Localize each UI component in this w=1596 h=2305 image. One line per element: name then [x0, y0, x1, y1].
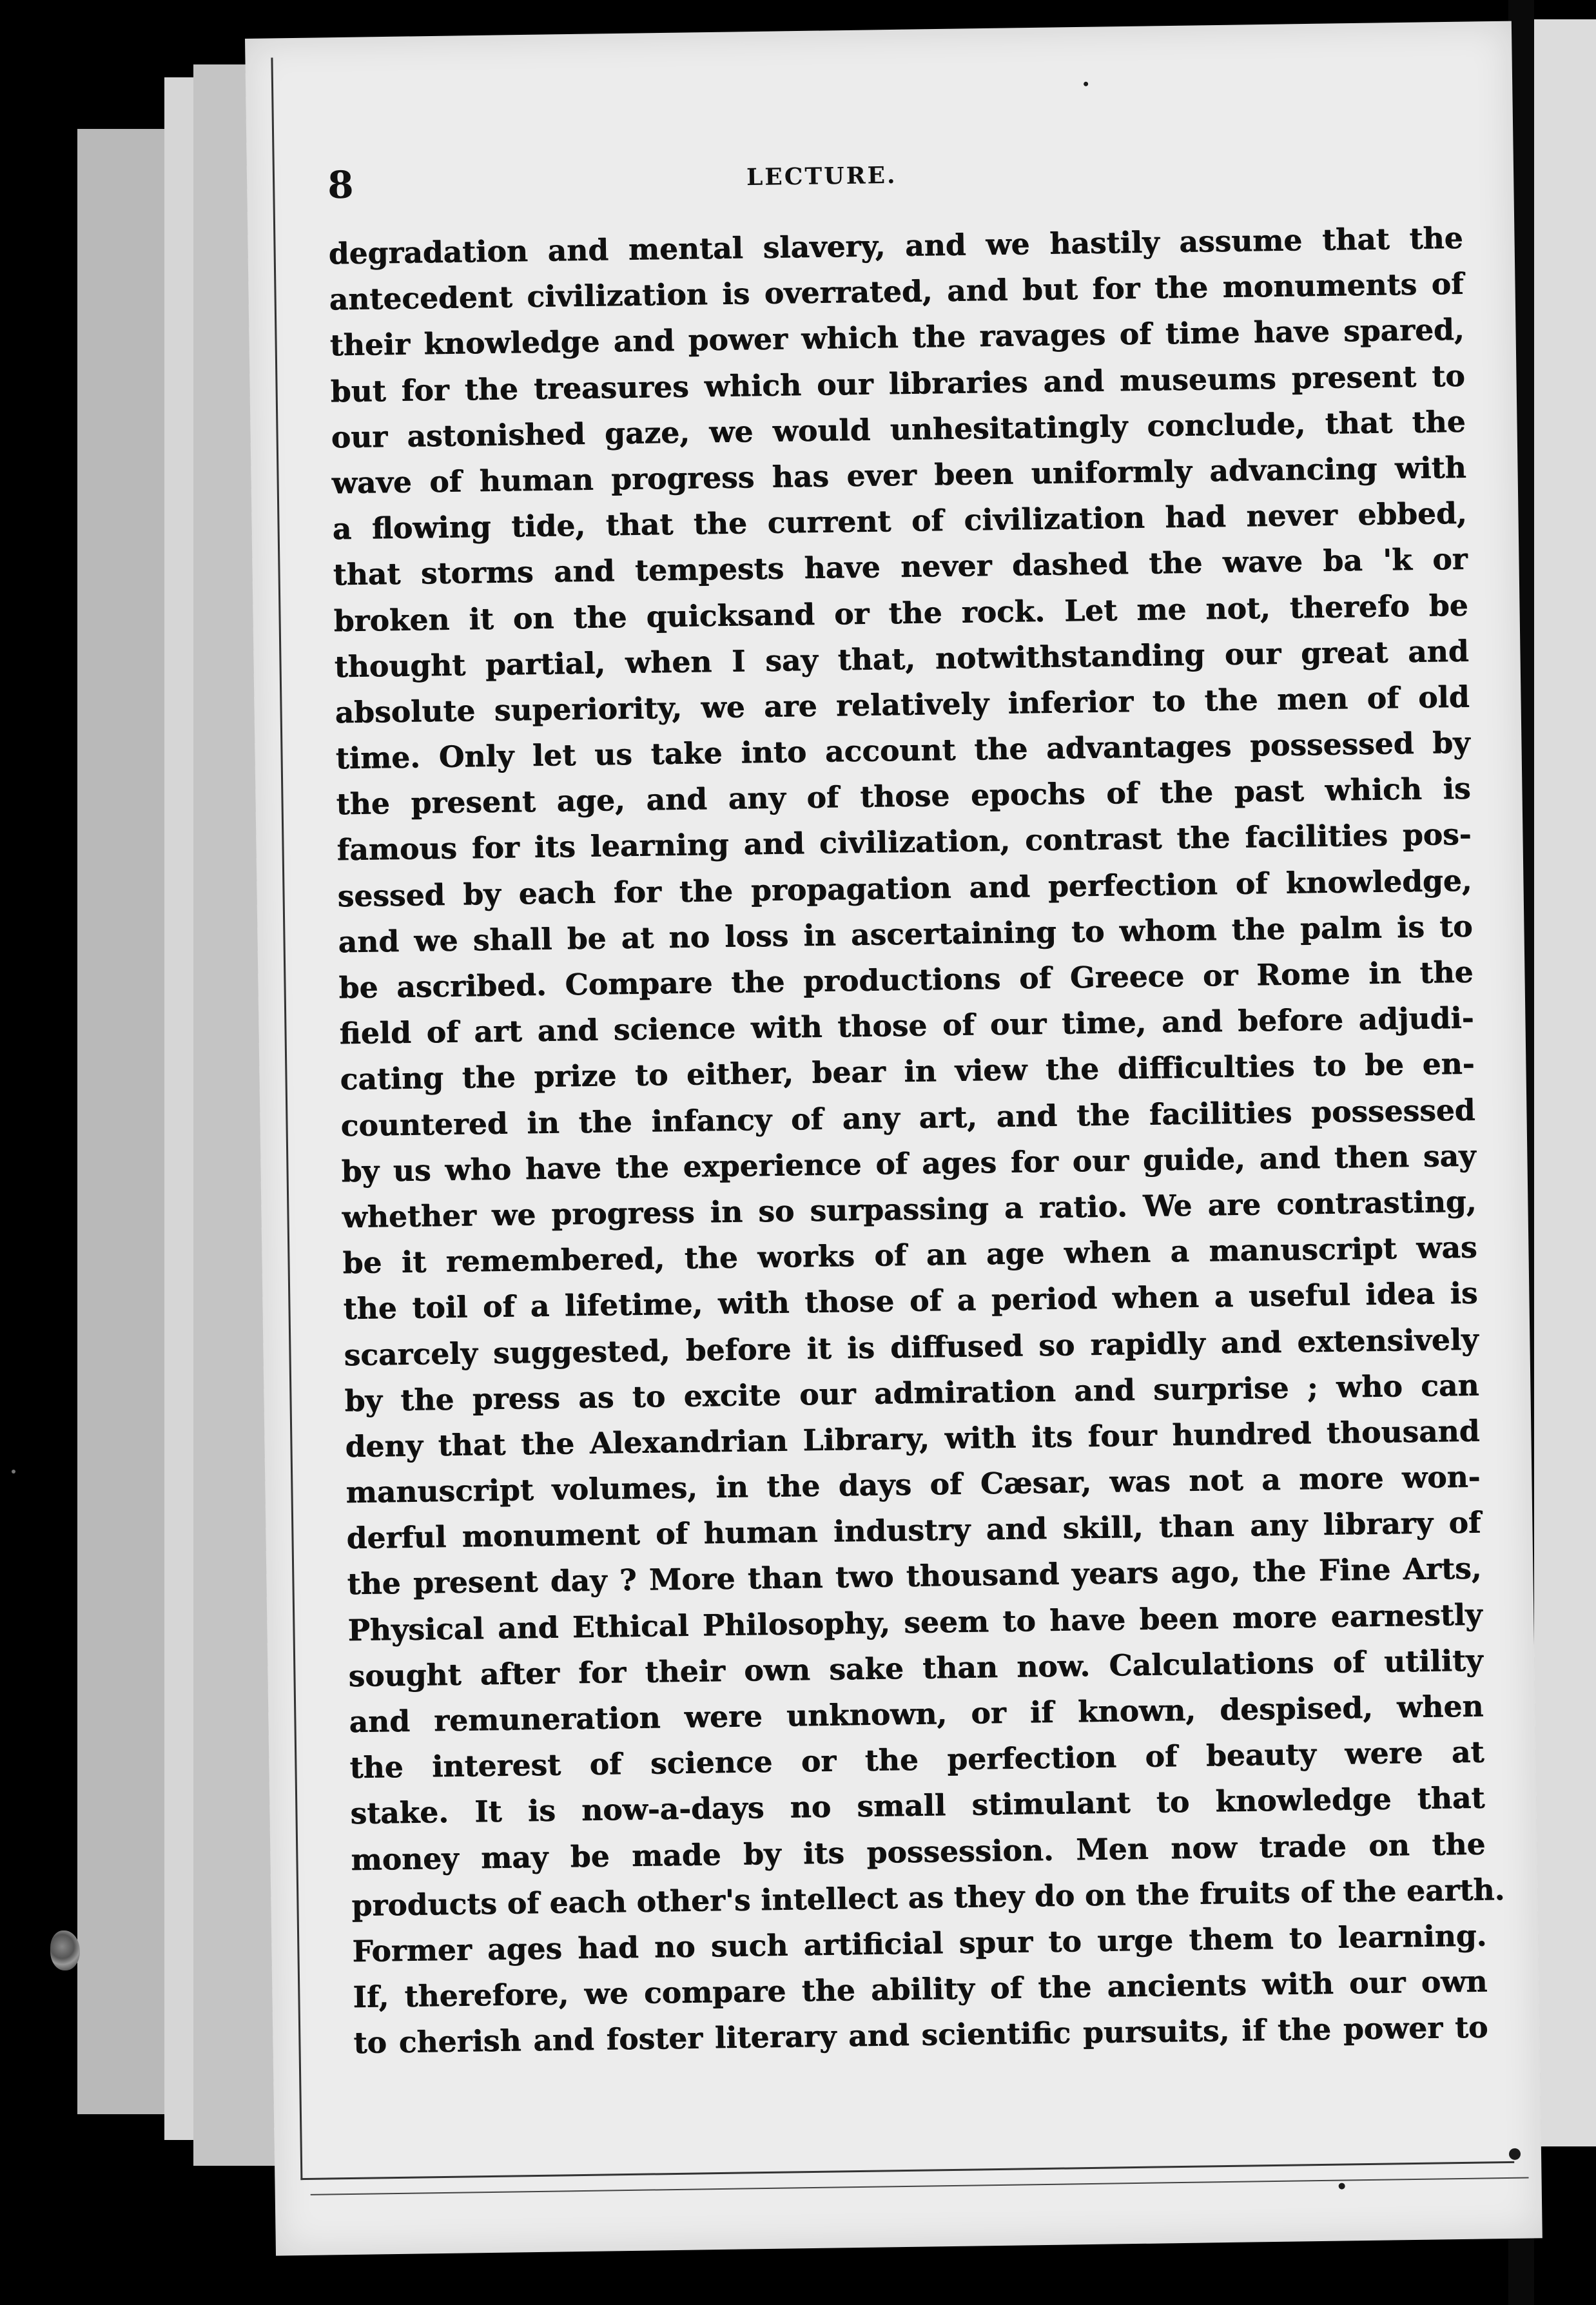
text-line: field of art and science with those of our time, and before adjudi-	[339, 1000, 1474, 1051]
text-line: products of each other's intellect as they do on the fruits of the earth.	[351, 1871, 1505, 1923]
text-line: time. Only let us take into account the advantages possessed by	[335, 725, 1470, 776]
text-line: sought after for their own sake than now. Calculations of utility	[348, 1642, 1483, 1693]
text-line: countered in the infancy of any art, and the facilities possessed	[340, 1092, 1475, 1143]
text-line: sessed by each for the propagation and perfection of knowledge,	[337, 862, 1472, 913]
body-text	[328, 215, 1505, 2067]
text-line: be it remembered, the works of an age when a manuscript was	[342, 1229, 1477, 1281]
text-line: and remuneration were unknown, or if known, despised, when	[349, 1688, 1484, 1739]
text-line: by the press as to excite our admiration and surprise ; who can	[344, 1367, 1479, 1418]
speck	[1509, 2148, 1521, 2160]
text-line: broken it on the quicksand or the rock. Let me not, therefo be	[333, 587, 1468, 638]
book-page	[245, 21, 1542, 2256]
text-line: the toil of a lifetime, with those of a period when a useful idea is	[343, 1275, 1478, 1327]
text-line: thought partial, when I say that, notwithstanding our great and	[334, 633, 1469, 684]
adjacent-page	[1531, 19, 1596, 2146]
speck	[1339, 2183, 1345, 2189]
text-line: cating the prize to either, bear in view the difficulties to be en-	[340, 1046, 1475, 1097]
text-line: by us who have the experience of ages for our guide, and then say	[341, 1138, 1476, 1189]
text-line: manuscript volumes, in the days of Cæsar, was not a more won-	[345, 1459, 1481, 1510]
text-line: degradation and mental slavery, and we hastily assume that the	[328, 220, 1463, 271]
speck	[12, 1470, 15, 1473]
text-line: wave of human progress has ever been uniformly advancing with	[331, 449, 1466, 501]
text-line: famous for its learning and civilization, contrast the facilities pos-	[336, 816, 1472, 868]
text-line: the interest of science or the perfection of beauty were at	[349, 1734, 1484, 1785]
text-line: that storms and tempests have never dashed the wave ba 'k or	[333, 541, 1468, 592]
page-border-bottom	[311, 2177, 1529, 2195]
page-number: 8	[327, 162, 355, 208]
text-line: the present day ? More than two thousand years ago, the Fine Arts,	[347, 1550, 1482, 1602]
text-line: the present age, and any of those epochs of the past which is	[336, 770, 1471, 822]
text-line: be ascribed. Compare the productions of Greece or Rome in the	[338, 954, 1474, 1006]
ink-smudge	[50, 1931, 80, 1970]
text-line: If, therefore, we compare the ability of the ancients with our own	[353, 1963, 1488, 2015]
running-head: LECTURE.	[746, 161, 897, 191]
text-line: to cherish and foster literary and scientific pursuits, if the power to	[353, 2009, 1488, 2061]
text-line: absolute superiority, we are relatively inferior to the men of old	[335, 679, 1470, 730]
text-line: scarcely suggested, before it is diffused so rapidly and extensively	[344, 1321, 1479, 1372]
text-line: a flowing tide, that the current of civilization had never ebbed,	[332, 495, 1467, 547]
text-line: stake. It is now-a-days no small stimulant to knowledge that	[350, 1780, 1485, 1831]
speck	[1084, 82, 1088, 86]
text-line: but for the treasures which our libraries and museums present to	[330, 358, 1465, 409]
text-line: deny that the Alexandrian Library, with its four hundred thousand	[345, 1413, 1480, 1464]
text-line: our astonished gaze, we would unhesitatingly conclude, that the	[331, 404, 1466, 454]
text-line: whether we progress in so surpassing a ratio. We are contrasting,	[342, 1183, 1477, 1235]
text-line: derful monument of human industry and skill, than any library of	[346, 1504, 1481, 1556]
text-line: their knowledge and power which the ravages of time have spared,	[329, 312, 1465, 363]
text-line: and we shall be at no loss in ascertaining to whom the palm is to	[338, 908, 1473, 959]
text-line: Physical and Ethical Philosophy, seem to have been more earnestly	[347, 1597, 1483, 1648]
text-line: antecedent civilization is overrated, and but for the monuments of	[329, 266, 1464, 317]
text-line: money may be made by its possession. Men now trade on the	[351, 1825, 1486, 1877]
text-line: Former ages had no such artificial spur to urge them to learning.	[352, 1918, 1487, 1969]
